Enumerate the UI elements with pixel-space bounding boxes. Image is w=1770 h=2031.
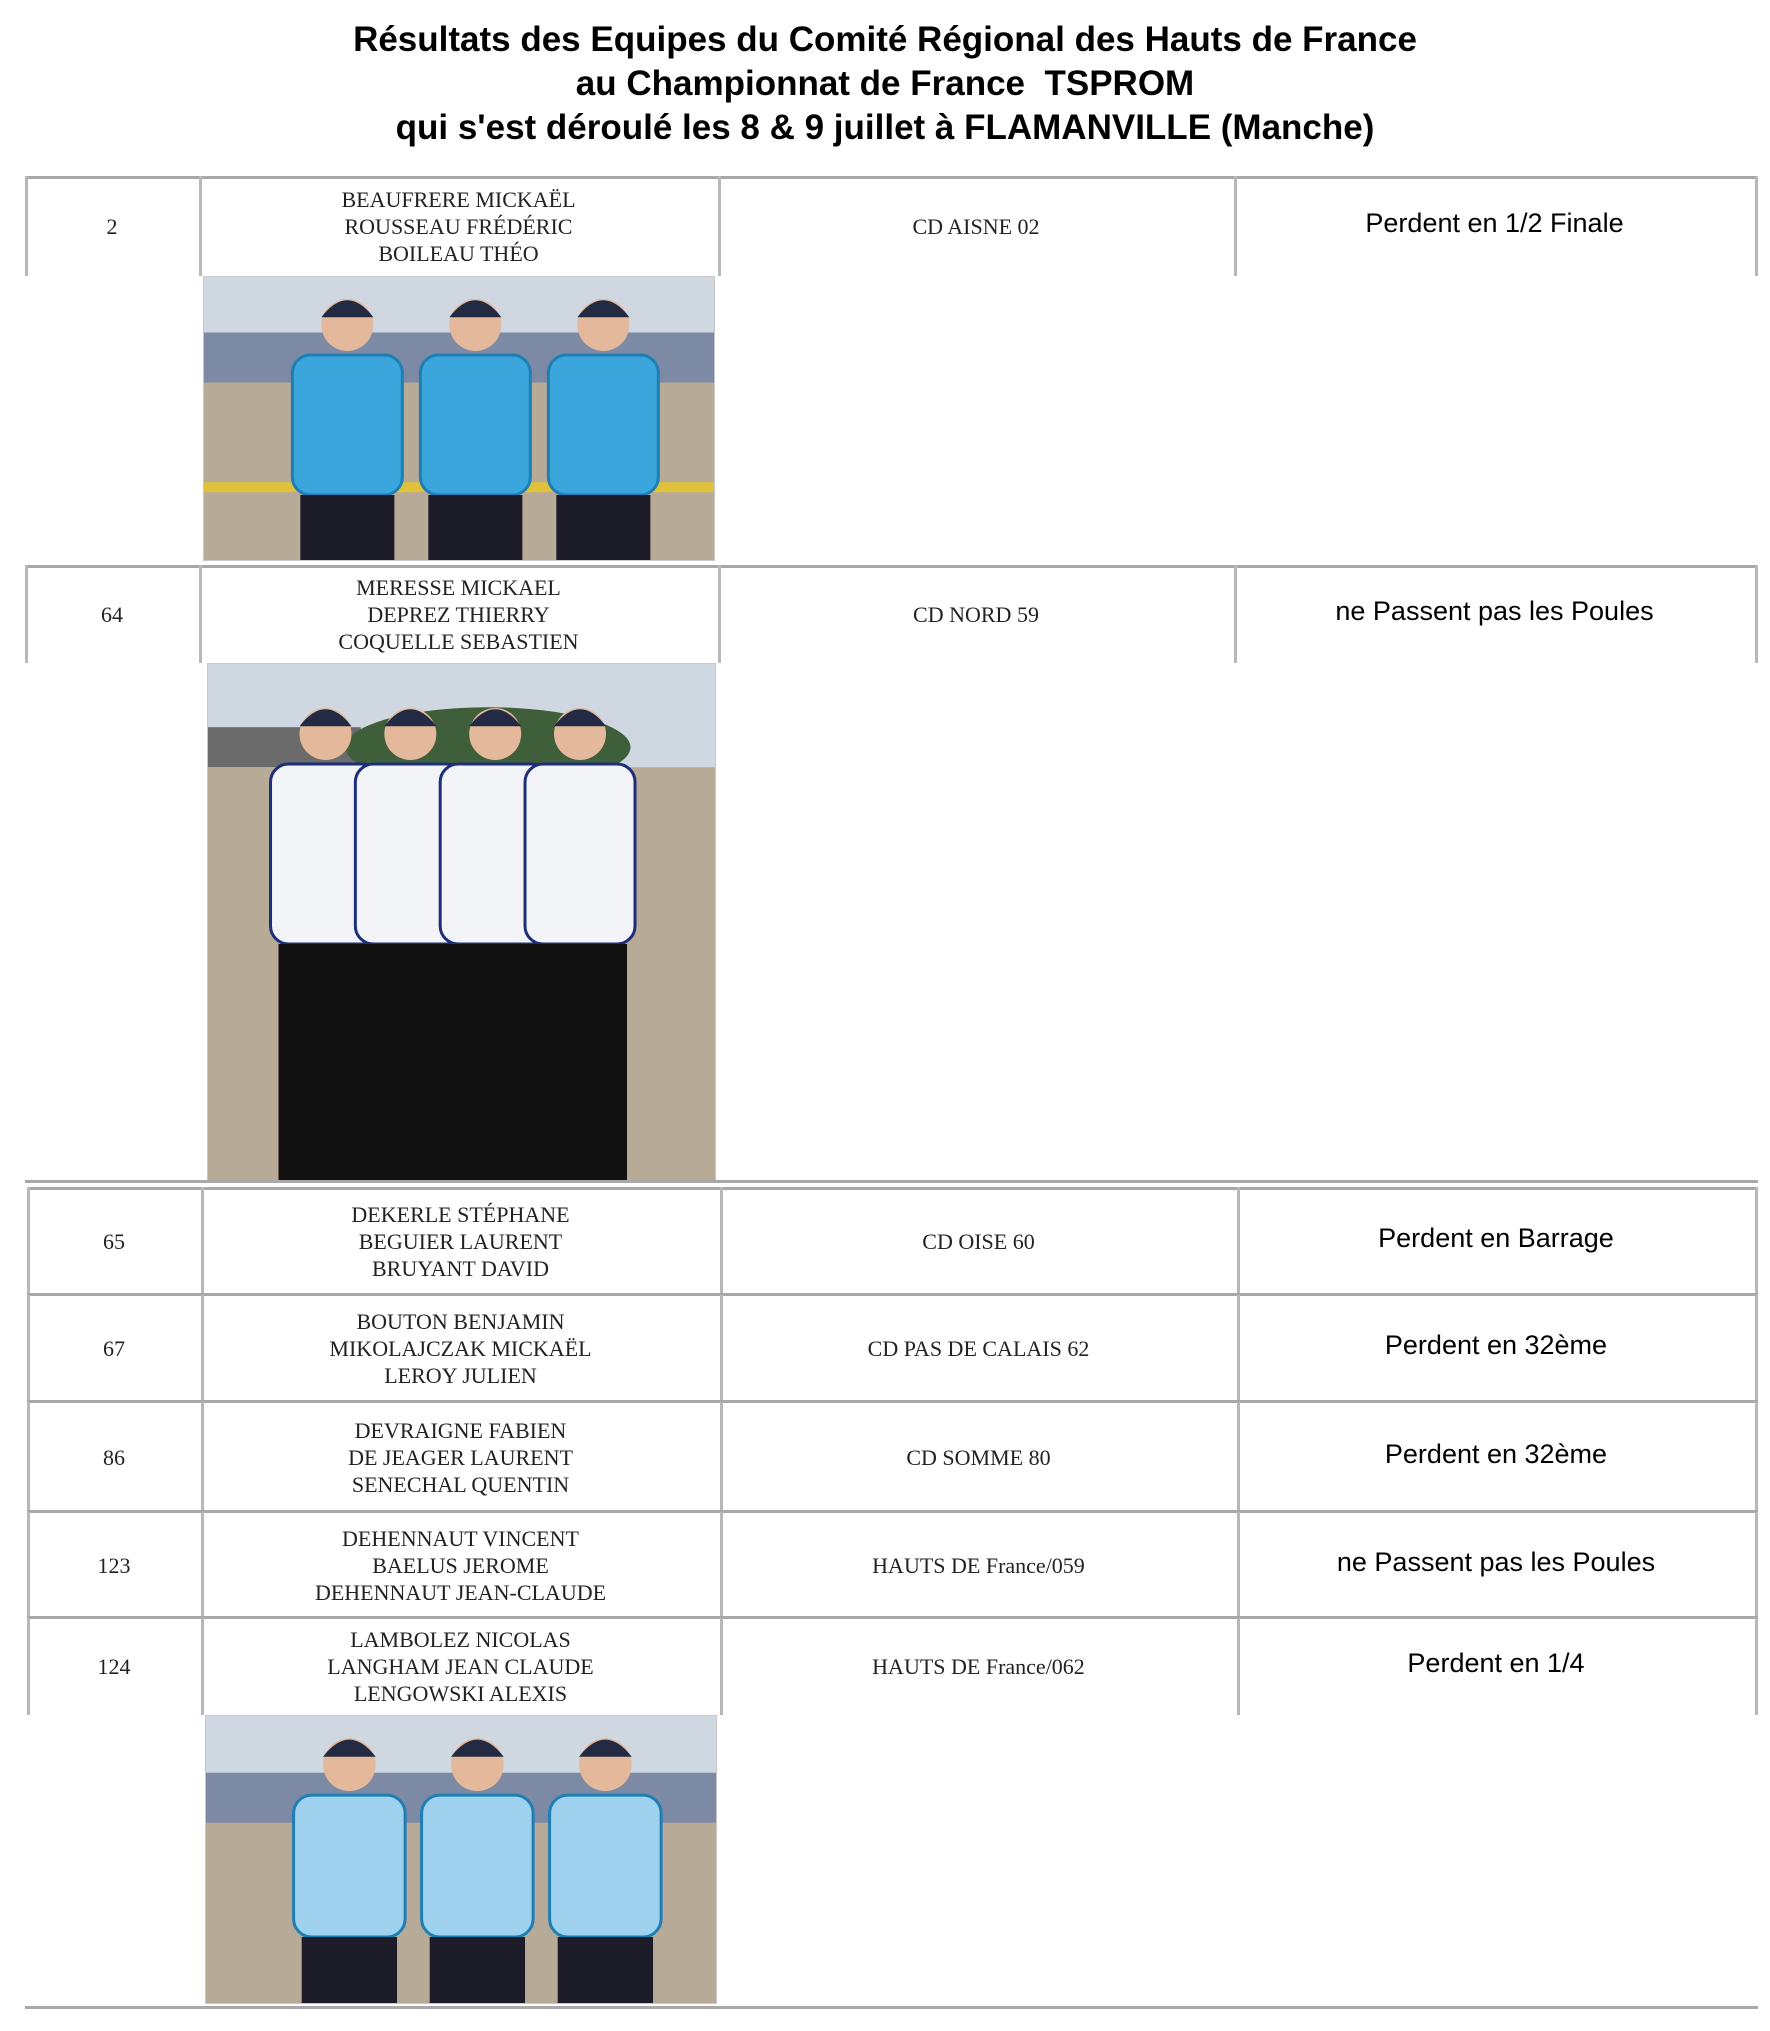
player-figure [550, 1795, 662, 1937]
player-legs [448, 944, 542, 1183]
title-line-2: au Championnat de France TSPROM [575, 64, 1195, 103]
player-legs [533, 944, 627, 1183]
player-name: DE JEAGER LAURENT [348, 1444, 573, 1470]
team-players [201, 1295, 720, 1402]
player-name: BEAUFRERE MICKAËL [341, 186, 576, 212]
player-figure [548, 355, 658, 495]
team-number: 123 [97, 1552, 131, 1578]
player-legs [300, 495, 394, 561]
player-legs [428, 495, 522, 561]
player-name: MIKOLAJCZAK MICKAËL [329, 1336, 592, 1361]
title-line-1: Résultats des Equipes du Comité Régional des Hauts de France [353, 20, 1417, 59]
team-number: 64 [101, 601, 123, 627]
team-committee: HAUTS DE France/062 [872, 1654, 1085, 1679]
team-players [201, 1512, 720, 1618]
team-photo [207, 663, 716, 1183]
team-result: Perdent en Barrage [1378, 1222, 1614, 1253]
team-photo-illustration [206, 1716, 717, 2004]
column-border [1755, 1402, 1758, 1512]
team-result: ne Passent pas les Poules [1335, 595, 1654, 626]
team-photo [205, 1715, 717, 2004]
player-name: DEPREZ THIERRY [367, 601, 550, 627]
team-result: Perdent en 1/4 [1407, 1648, 1585, 1678]
player-legs [363, 944, 457, 1183]
player-name: DEKERLE STÉPHANE [351, 1201, 570, 1227]
column-border [1755, 176, 1758, 276]
player-figure [525, 764, 635, 944]
row-border [25, 2006, 1758, 2009]
player-name: ROUSSEAU FRÉDÉRIC [344, 213, 573, 239]
team-committee: CD AISNE 02 [912, 213, 1040, 239]
player-name: LEROY JULIEN [384, 1363, 537, 1388]
team-committee: CD NORD 59 [913, 601, 1039, 627]
team-players [201, 1187, 720, 1295]
team-photo-illustration [204, 277, 715, 561]
team-result: Perdent en 32ème [1384, 1438, 1608, 1469]
player-figure [422, 1795, 534, 1937]
player-legs [556, 495, 650, 561]
player-legs [279, 944, 373, 1183]
player-figure [292, 355, 402, 495]
player-name: LANGHAM JEAN CLAUDE [327, 1654, 594, 1679]
row-border [25, 1180, 1758, 1183]
team-number: 65 [103, 1228, 125, 1254]
player-figure [294, 1795, 406, 1937]
team-players [201, 1402, 720, 1512]
player-legs [430, 1937, 525, 2004]
player-name: BAELUS JEROME [372, 1552, 549, 1578]
team-players [199, 176, 718, 276]
player-name: SENECHAL QUENTIN [351, 1471, 570, 1497]
player-name: DEHENNAUT VINCENT [342, 1525, 579, 1551]
team-number: 124 [97, 1654, 131, 1679]
team-number: 67 [103, 1336, 125, 1361]
player-legs [558, 1937, 653, 2004]
team-photo-illustration [208, 664, 716, 1183]
player-name: BOUTON BENJAMIN [356, 1309, 565, 1334]
team-committee: HAUTS DE France/059 [872, 1552, 1085, 1578]
player-name: DEHENNAUT JEAN-CLAUDE [314, 1579, 607, 1605]
team-number: 2 [106, 213, 118, 239]
player-name: COQUELLE SEBASTIEN [338, 628, 579, 654]
team-result: Perdent en 1/2 Finale [1365, 207, 1624, 238]
team-players [201, 1618, 720, 1715]
team-photo [203, 276, 715, 561]
column-border [1755, 1295, 1758, 1402]
column-border [1755, 1618, 1758, 1715]
player-name: DEVRAIGNE FABIEN [354, 1417, 567, 1443]
column-border [1755, 1187, 1758, 1295]
team-result: ne Passent pas les Poules [1336, 1546, 1656, 1577]
team-committee: CD OISE 60 [922, 1228, 1035, 1254]
team-result: Perdent en 32ème [1384, 1330, 1608, 1360]
column-border [1755, 1512, 1758, 1618]
player-name: BRUYANT DAVID [371, 1255, 550, 1281]
title-line-3: qui s'est déroulé les 8 & 9 juillet à FLAMANVILLE (Manche) [395, 108, 1375, 147]
team-committee: CD SOMME 80 [906, 1444, 1051, 1470]
player-name: BOILEAU THÉO [378, 240, 539, 266]
player-name: BEGUIER LAURENT [358, 1228, 563, 1254]
player-legs [302, 1937, 397, 2004]
player-name: LAMBOLEZ NICOLAS [350, 1627, 571, 1652]
column-border [1755, 565, 1758, 663]
team-number: 86 [103, 1444, 125, 1470]
team-players [199, 565, 718, 663]
team-committee: CD PAS DE CALAIS 62 [867, 1336, 1090, 1361]
player-figure [420, 355, 530, 495]
player-name: LENGOWSKI ALEXIS [353, 1681, 568, 1706]
player-name: MERESSE MICKAEL [356, 574, 561, 600]
